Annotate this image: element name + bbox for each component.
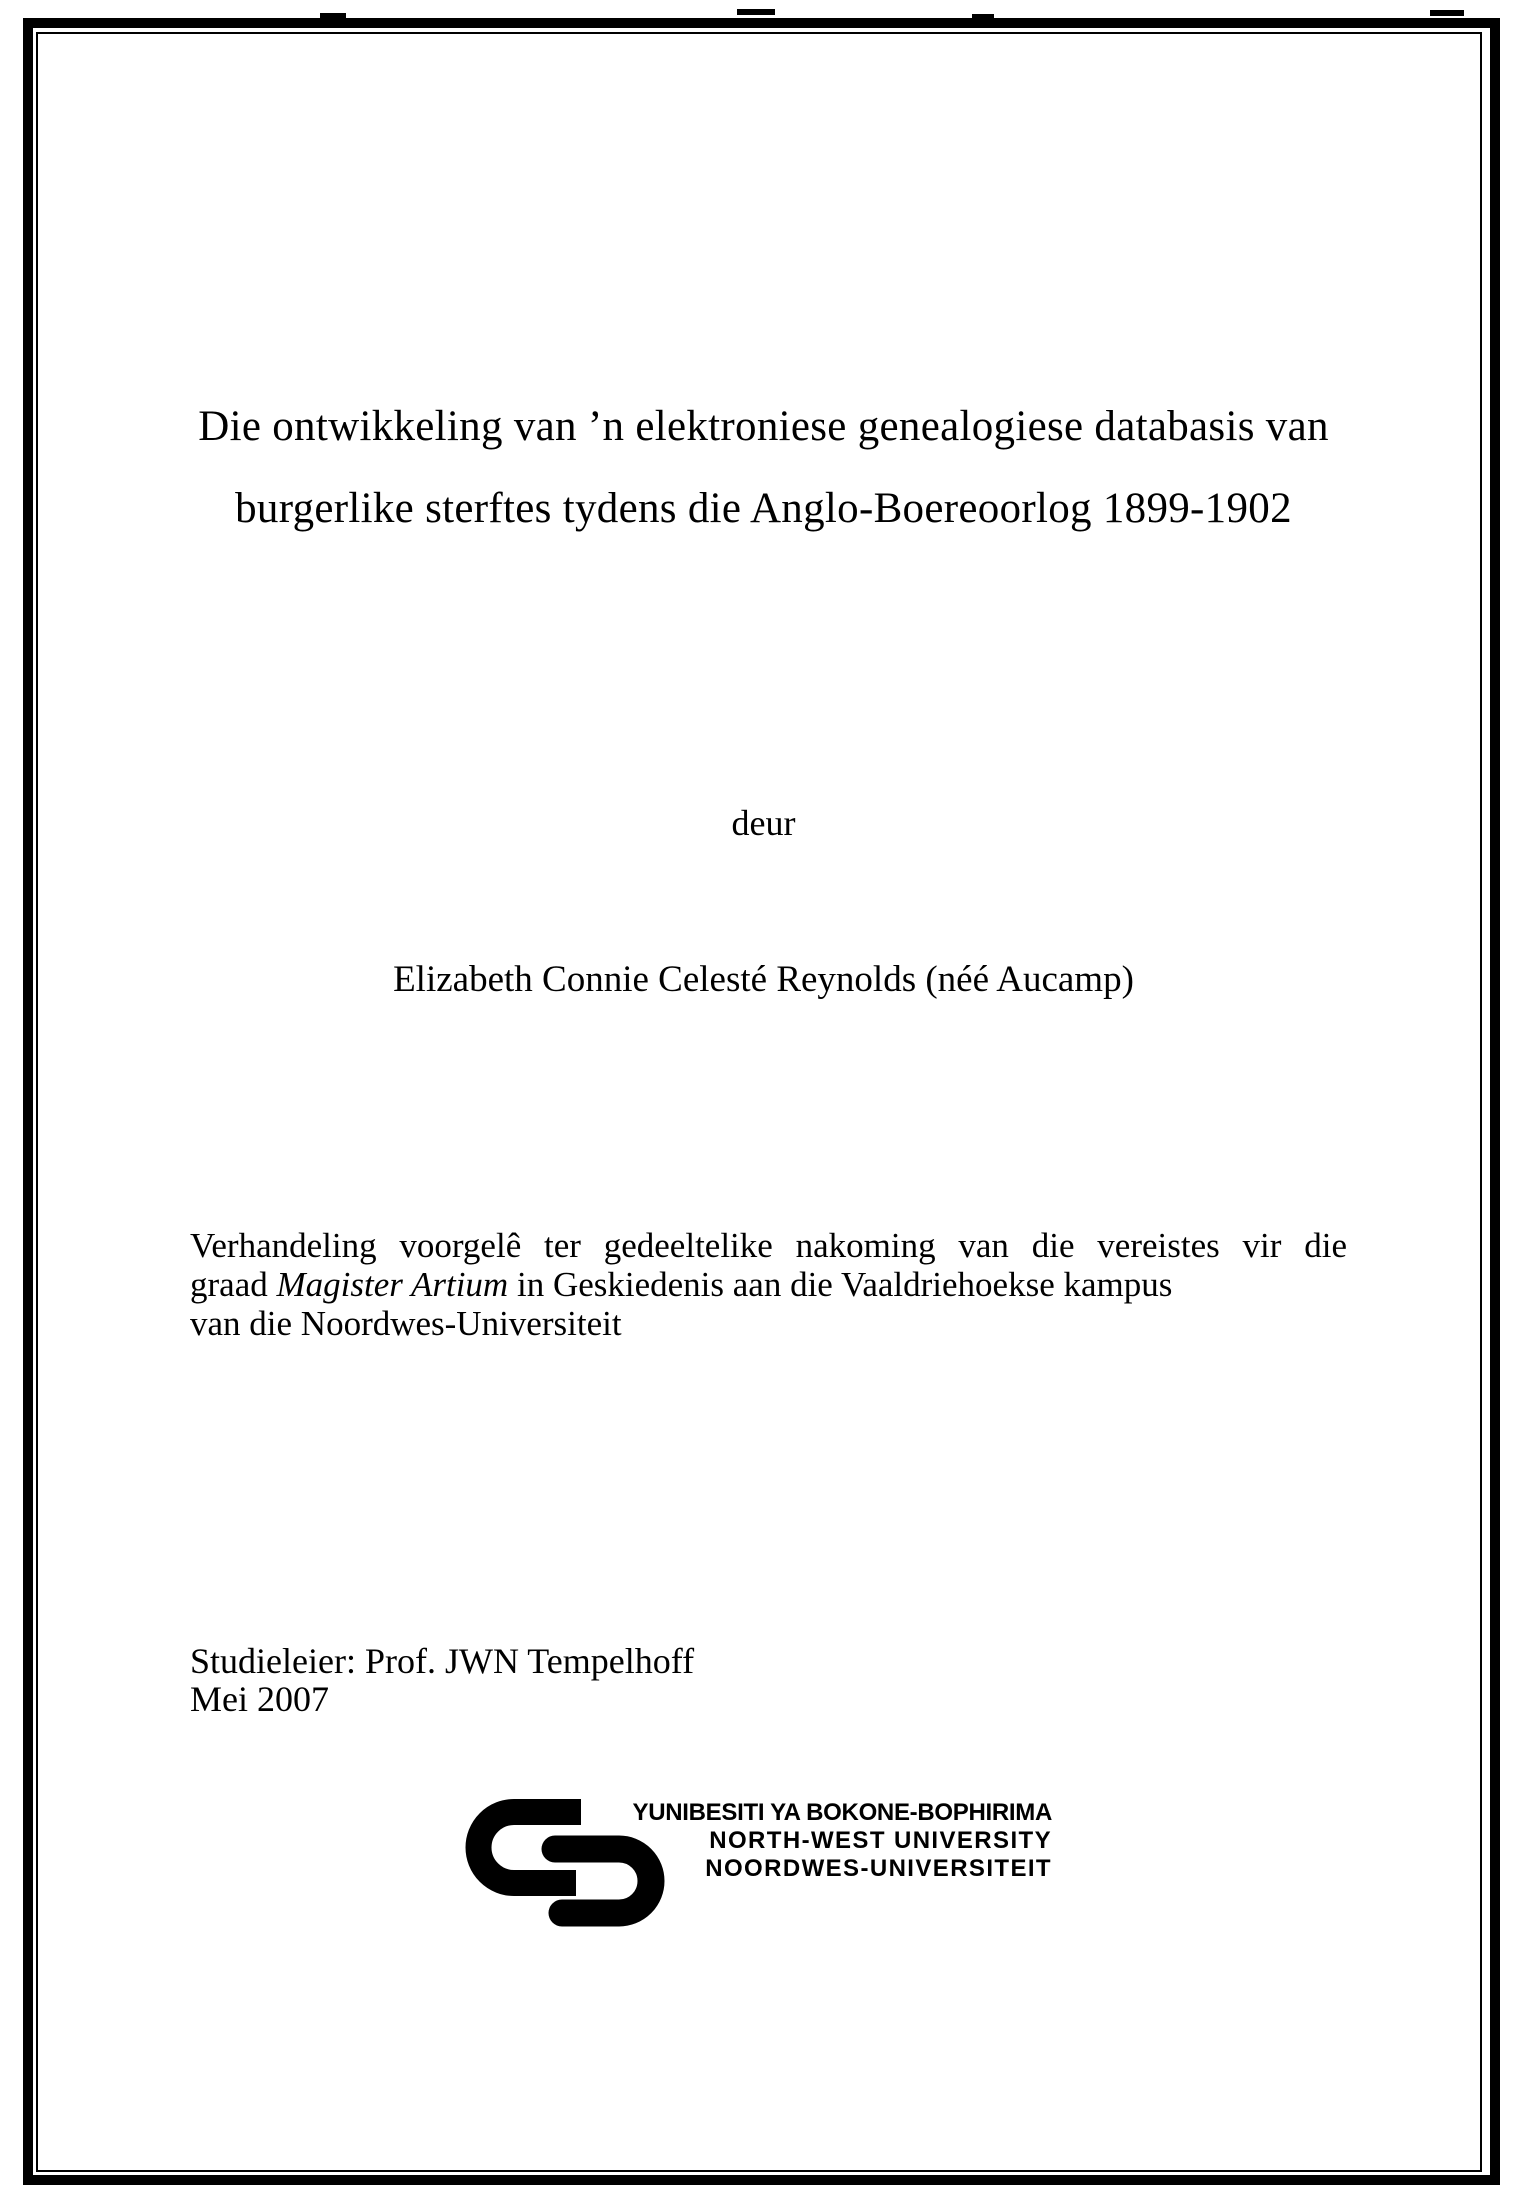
logo-line-english: NORTH-WEST UNIVERSITY bbox=[709, 1827, 1052, 1854]
degree-name: Magister Artium bbox=[276, 1265, 509, 1304]
submission-line-1: Verhandeling voorgelê ter gedeeltelike nakoming van die vereistes vir die bbox=[190, 1226, 1347, 1265]
scan-artifact bbox=[737, 9, 775, 15]
scan-artifact bbox=[972, 14, 994, 18]
logo-line-setswana: YUNIBESITI YA BOKONE-BOPHIRIMA bbox=[632, 1799, 1052, 1826]
title-line-2: burgerlike sterftes tydens die Anglo-Boereoorlog 1899-1902 bbox=[235, 485, 1292, 532]
supervisor-line: Studieleier: Prof. JWN Tempelhoff bbox=[190, 1641, 695, 1681]
submission-line-2 bbox=[190, 1265, 1347, 1304]
submission-line-3: van die Noordwes-Universiteit bbox=[190, 1304, 622, 1343]
date-line: Mei 2007 bbox=[190, 1679, 329, 1719]
logo-line-afrikaans: NOORDWES-UNIVERSITEIT bbox=[705, 1855, 1052, 1882]
thesis-title bbox=[60, 386, 1467, 550]
submission-line-2-prefix: graad bbox=[190, 1265, 277, 1304]
supervisor-block bbox=[190, 1642, 694, 1718]
logo-wordmark bbox=[584, 1799, 1052, 1883]
submission-statement bbox=[190, 1226, 1347, 1343]
author-name: Elizabeth Connie Celesté Reynolds (néé Aucamp) bbox=[393, 959, 1134, 1000]
byline: deur bbox=[731, 803, 796, 843]
scan-artifact bbox=[1430, 10, 1464, 16]
title-line-1: Die ontwikkeling van ’n elektroniese genealogiese databasis van bbox=[198, 403, 1329, 450]
submission-line-2-suffix: in Geskiedenis aan die Vaaldriehoekse kampus bbox=[508, 1265, 1173, 1304]
scan-artifact bbox=[320, 13, 346, 18]
university-logo bbox=[464, 1796, 1064, 1931]
